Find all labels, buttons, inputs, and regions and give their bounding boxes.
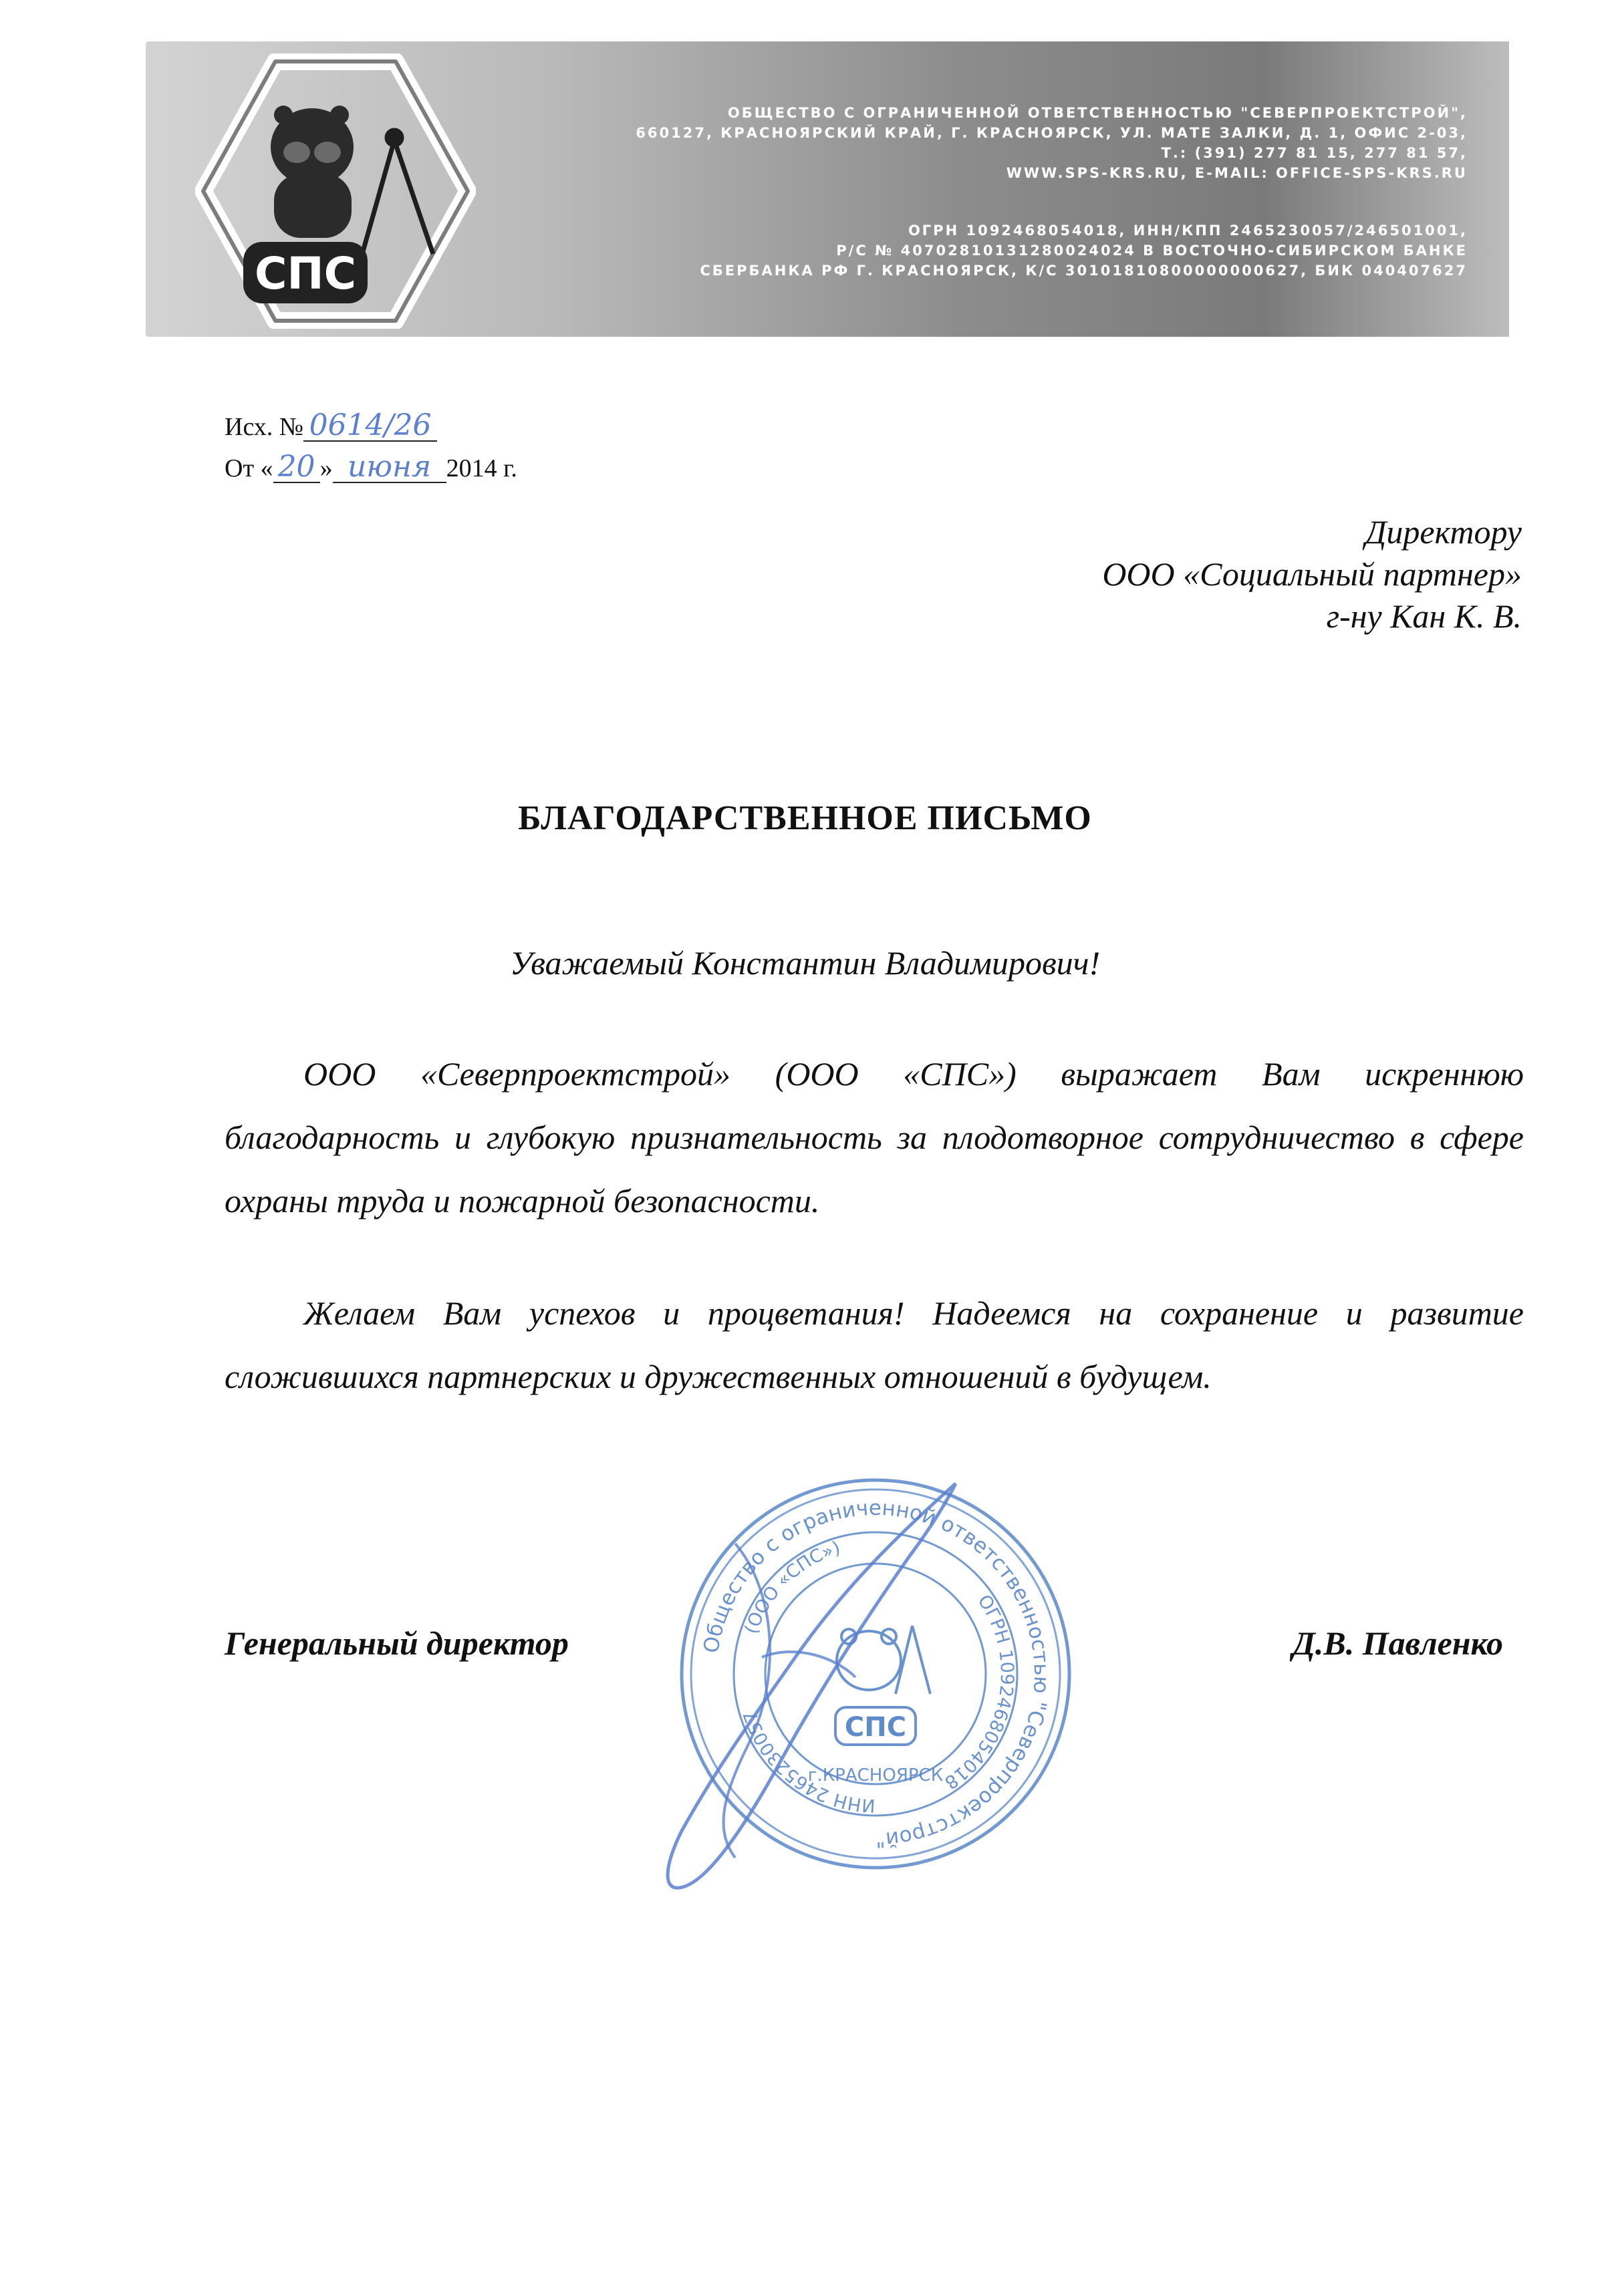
signatory-name: Д.В. Павленко — [1292, 1624, 1503, 1662]
outgoing-number-label: Исх. № — [225, 413, 304, 441]
date-prefix: От « — [225, 454, 273, 482]
addressee-block — [1102, 511, 1522, 637]
stamp-ogrn-path: ОГРН 1092468054018 — [940, 1591, 1018, 1793]
company-line: Т.: (391) 277 81 15, 277 81 57, — [1161, 145, 1468, 161]
body-paragraph: Желаем Вам успехов и процветания! Надеемся на сохранение и развитие сложившихся партнерских и дружественных отношений в будущем. — [225, 1294, 1524, 1395]
company-line: WWW.SPS-KRS.RU, E-MAIL: OFFICE-SPS-KRS.RU — [1006, 165, 1468, 181]
bank-line: Р/С № 40702810131280024024 В ВОСТОЧНО-СИБИРСКОМ БАНКЕ — [836, 243, 1468, 259]
date-quote-close: » — [319, 454, 333, 482]
body-paragraph: ООО «Северпроектстрой» (ООО «СПС») выражает Вам искреннюю благодарность и глубокую признательность за плодотворное сотрудничество в сфере охраны труда и пожарной безопасности. — [225, 1055, 1524, 1219]
addressee-line: Директору — [1365, 513, 1522, 551]
stamp-short-name-path: (ООО «СПС») — [741, 1537, 843, 1637]
stamp-center-text: СПС — [844, 1712, 907, 1743]
date-month: июня — [333, 452, 446, 483]
company-bank-block — [700, 221, 1468, 281]
stamp-outer-text-path: Общество с ограниченной ответственностью "Северпроектстрой" — [699, 1495, 1054, 1852]
stamp-inn-path: ИНН 2465230057 — [739, 1707, 876, 1816]
document-title: БЛАГОДАРСТВЕННОЕ ПИСЬМО — [518, 799, 1092, 837]
company-line: ОБЩЕСТВО С ОГРАНИЧЕННОЙ ОТВЕТСТВЕННОСТЬЮ "СЕВЕРПРОЕКТСТРОЙ", — [727, 105, 1468, 121]
company-contact-block — [636, 103, 1468, 183]
compass-icon — [362, 130, 433, 254]
company-logo — [195, 53, 476, 329]
bank-line: СБЕРБАНКА РФ Г. КРАСНОЯРСК, К/С 30101810800000000627, БИК 040407627 — [700, 263, 1468, 279]
bear-icon — [271, 106, 354, 238]
outgoing-number-value: 0614/26 — [303, 411, 437, 442]
company-line: 660127, КРАСНОЯРСКИЙ КРАЙ, Г. КРАСНОЯРСК, УЛ. МАТЕ ЗАЛКИ, Д. 1, ОФИС 2-03, — [636, 125, 1468, 141]
signatory-position: Генеральный директор — [225, 1624, 569, 1662]
addressee-line: г-ну Кан К. В. — [1326, 597, 1522, 635]
stamp-city: г.КРАСНОЯРСК — [807, 1765, 944, 1785]
outgoing-reference — [225, 406, 517, 489]
bank-line: ОГРН 1092468054018, ИНН/КПП 2465230057/246501001, — [908, 223, 1468, 239]
greeting: Уважаемый Константин Владимирович! — [509, 944, 1101, 982]
date-day: 20 — [273, 452, 320, 483]
addressee-line: ООО «Социальный партнер» — [1102, 555, 1522, 593]
logo-text: СПС — [254, 248, 357, 299]
handwritten-signature — [642, 1457, 989, 1898]
date-year: 2014 г. — [446, 454, 517, 482]
